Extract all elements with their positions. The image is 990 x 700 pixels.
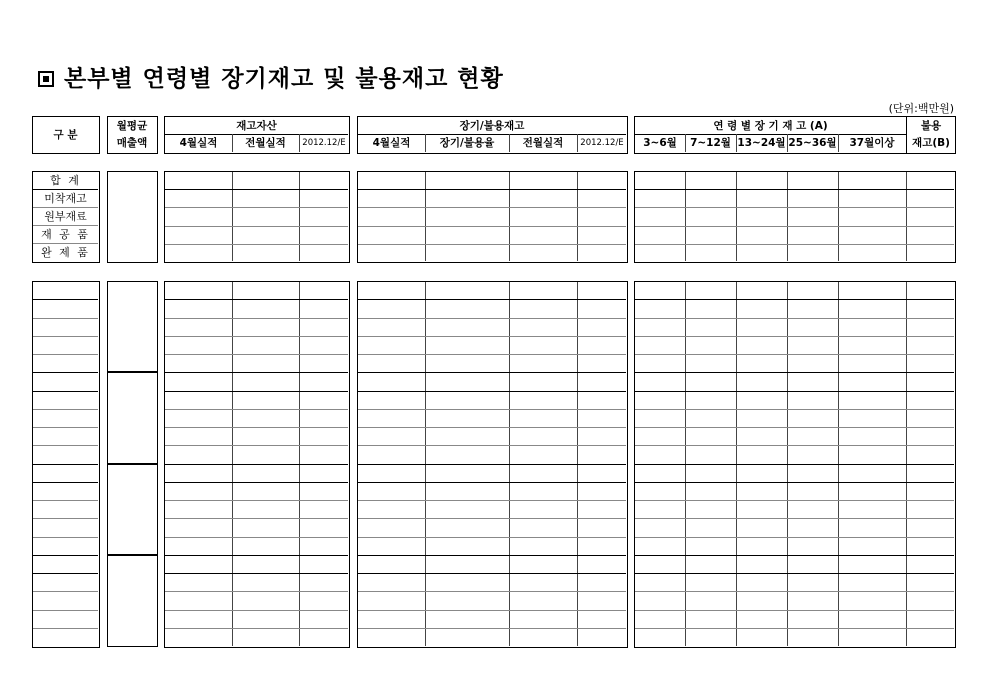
header-monthly-avg-cell	[107, 116, 158, 154]
header-long-term-obsolete	[357, 116, 628, 154]
header-obsolete-1: 불용	[920, 120, 942, 132]
header-long-term-obsolete-label: 장기/불용재고	[459, 120, 525, 132]
detail-label-column	[32, 281, 100, 648]
detail-grid-0	[164, 281, 350, 648]
detail-monthly-avg-block-1	[107, 371, 158, 464]
header-aging-label: 연 령 별 장 기 재 고 (A)	[713, 120, 828, 132]
summary-label-column	[32, 171, 100, 263]
row-finished-goods: 완 제 품	[41, 246, 90, 259]
header-monthly-avg-1: 월평균	[116, 120, 148, 132]
header-aging	[634, 116, 956, 154]
header-inventory-assets-label: 재고자산	[236, 120, 277, 132]
col-inv-april: 4월실적	[179, 137, 218, 149]
row-work-in-process: 재 공 품	[41, 228, 90, 241]
detail-monthly-avg-block-2	[107, 463, 158, 556]
header-monthly-avg-2: 매출액	[116, 137, 148, 149]
summary-grid-2	[634, 171, 956, 263]
col-inv-2012-12e: 2012.12/E	[302, 138, 346, 148]
page-title	[38, 60, 504, 93]
summary-monthly-avg-cell	[107, 171, 158, 263]
row-in-transit: 미착재고	[44, 192, 87, 205]
detail-grid-1	[357, 281, 628, 648]
unit-label: (단위:백만원)	[888, 102, 954, 115]
row-total: 합 계	[50, 174, 81, 187]
col-age-7-12: 7~12월	[690, 137, 731, 149]
col-age-13-24: 13~24월	[737, 137, 786, 149]
header-gubun-cell	[32, 116, 100, 154]
header-gubun: 구 분	[53, 129, 78, 141]
col-inv-prev-month: 전월실적	[245, 137, 286, 149]
col-lt-ratio: 장기/불용율	[439, 137, 495, 149]
header-obsolete-2: 재고(B)	[912, 137, 950, 149]
detail-monthly-avg-block-0	[107, 281, 158, 373]
row-raw-materials: 원부재료	[44, 210, 87, 223]
col-age-3-6: 3~6월	[643, 137, 677, 149]
detail-grid-2	[634, 281, 956, 648]
col-lt-prev-month: 전월실적	[522, 137, 564, 149]
summary-grid-1	[357, 171, 628, 263]
col-age-25-36: 25~36월	[788, 137, 837, 149]
header-inventory-assets	[164, 116, 350, 154]
col-lt-2012-12e: 2012.12/E	[580, 138, 624, 148]
col-age-37-plus: 37월이상	[849, 137, 895, 149]
title-text: 본부별 연령별 장기재고 및 불용재고 현황	[64, 66, 504, 92]
detail-monthly-avg-block-3	[107, 554, 158, 647]
summary-grid-0	[164, 171, 350, 263]
col-lt-april: 4월실적	[372, 137, 411, 149]
square-bullet-icon	[38, 71, 54, 87]
